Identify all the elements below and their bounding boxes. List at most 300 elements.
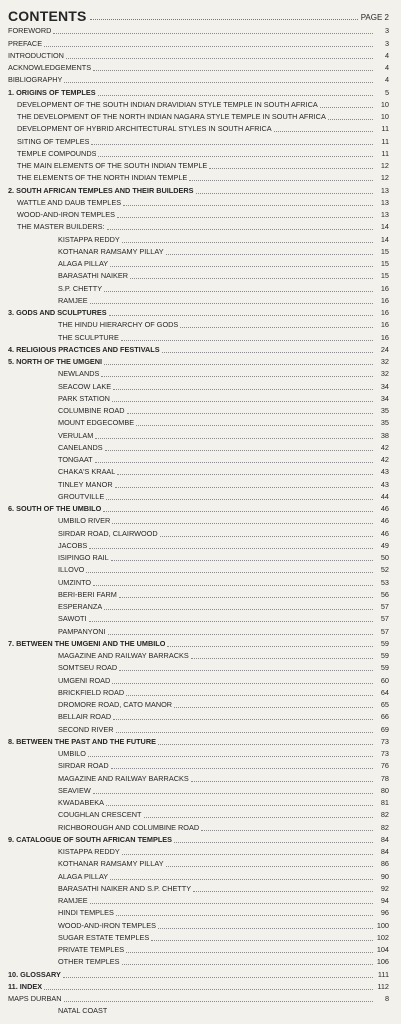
leader-dots	[122, 242, 373, 243]
toc-page-number: 84	[380, 834, 389, 844]
leader-dots	[93, 70, 373, 71]
toc-row	[8, 135, 389, 147]
toc-entry-title: SECOND RIVER	[58, 724, 114, 734]
toc-page-number: 53	[380, 577, 389, 587]
leader-dots	[103, 511, 373, 512]
toc-entry-title: KISTAPPA REDDY	[58, 847, 120, 856]
leader-dots	[113, 389, 373, 390]
toc-row	[8, 368, 389, 380]
toc-entry-title: ALAGA PILLAY	[58, 871, 109, 881]
leader-dots	[122, 854, 373, 855]
leader-dots	[104, 609, 373, 610]
toc-entry-title: ISIPINGO RAIL	[58, 553, 109, 562]
leader-dots	[93, 585, 373, 586]
leader-dots	[130, 278, 373, 279]
toc-row	[8, 625, 389, 637]
toc-page-number: 49	[380, 540, 389, 550]
toc-section-row	[8, 981, 389, 993]
leader-dots	[201, 830, 373, 831]
toc-row	[8, 760, 389, 772]
leader-dots	[328, 119, 373, 120]
leader-dots	[111, 768, 373, 769]
toc-entry-title: 1. ORIGINS OF TEMPLES	[8, 87, 96, 97]
leader-dots	[110, 879, 373, 880]
toc-row	[8, 74, 389, 86]
toc-page-number: 46	[380, 516, 389, 526]
leader-dots	[91, 144, 373, 145]
toc-row	[8, 785, 389, 797]
toc-page-number: 4	[384, 75, 389, 85]
leader-dots	[115, 487, 373, 488]
toc-entry-title: WOOD-AND-IRON TEMPLES	[58, 920, 156, 930]
toc-row	[8, 123, 389, 135]
toc-page-number: 16	[380, 308, 389, 317]
toc-page-number: 46	[380, 528, 389, 538]
toc-entry-title: PRIVATE TEMPLES	[58, 945, 125, 954]
toc-entry-title: NEWLANDS	[58, 369, 100, 379]
toc-page-number: 46	[380, 504, 389, 513]
toc-entry-title: SITING OF TEMPLES	[17, 136, 90, 146]
toc-entry-title: BELLAIR ROAD	[58, 712, 112, 722]
toc-entry-title: 4. RELIGIOUS PRACTICES AND FESTIVALS	[8, 344, 160, 354]
toc-page-number: 69	[380, 724, 389, 734]
toc-page-number: 12	[380, 161, 389, 170]
leader-dots	[104, 291, 373, 292]
leader-dots	[274, 131, 373, 132]
toc-row	[8, 148, 389, 160]
toc-row	[8, 809, 389, 821]
toc-entry-title: SIRDAR ROAD	[58, 761, 109, 771]
toc-page-number: 15	[380, 259, 389, 268]
toc-page-number: 42	[380, 442, 389, 452]
toc-row	[8, 282, 389, 294]
toc-page-number: 3	[384, 38, 389, 48]
toc-page-number: 16	[380, 332, 389, 342]
toc-page-number: 57	[380, 614, 389, 624]
leader-dots	[108, 634, 373, 635]
toc-row	[8, 319, 389, 331]
leader-dots	[106, 805, 373, 806]
leader-dots	[107, 229, 373, 230]
leader-dots	[44, 989, 373, 990]
toc-row	[8, 907, 389, 919]
leader-dots	[119, 597, 373, 598]
toc-page-number: 56	[380, 589, 389, 599]
toc-entry-title: THE SCULPTURE	[58, 332, 119, 342]
toc-page-number: 35	[380, 406, 389, 415]
toc-page-number: 43	[380, 479, 389, 489]
leader-dots	[166, 866, 373, 867]
toc-row	[8, 613, 389, 625]
toc-entry-title: COLUMBINE ROAD	[58, 406, 125, 415]
toc-page-number: 32	[380, 357, 389, 366]
toc-page-number: 94	[380, 896, 389, 905]
toc-row	[8, 797, 389, 809]
toc-row	[8, 209, 389, 221]
toc-page-number: 59	[380, 638, 389, 648]
toc-row	[8, 601, 389, 613]
toc-entry-title: THE MASTER BUILDERS:	[17, 222, 105, 232]
toc-page-number: 111	[377, 969, 389, 979]
toc-page-number: 38	[380, 430, 389, 440]
toc-row	[8, 50, 389, 62]
toc-row	[8, 723, 389, 735]
leader-dots	[196, 193, 373, 194]
leader-dots	[88, 756, 373, 757]
toc-entry-title: SUGAR ESTATE TEMPLES	[58, 932, 150, 942]
toc-row	[8, 405, 389, 417]
toc-row	[8, 1005, 389, 1017]
toc-section-row	[8, 503, 389, 515]
toc-row	[8, 772, 389, 784]
toc-page-number: 96	[380, 908, 389, 918]
toc-entry-title: NATAL COAST	[58, 1006, 108, 1016]
toc-page-number: 66	[380, 712, 389, 722]
leader-dots	[63, 977, 373, 978]
toc-entry-title: SEAVIEW	[58, 785, 91, 795]
toc-row	[8, 221, 389, 233]
toc-entry-title: BERI-BERI FARM	[58, 589, 117, 599]
toc-entry-title: 10. GLOSSARY	[8, 969, 61, 979]
toc-page-number: 102	[376, 932, 389, 942]
toc-row	[8, 540, 389, 552]
leader-dots	[174, 707, 373, 708]
toc-entry-title: WATTLE AND DAUB TEMPLES	[17, 197, 122, 207]
toc-page-number: 64	[380, 687, 389, 697]
leader-dots	[95, 462, 373, 463]
toc-page-number: 13	[380, 210, 389, 219]
leader-dots	[136, 425, 373, 426]
toc-page-number: 14	[380, 234, 389, 244]
toc-entry-title: JACOBS	[58, 540, 88, 550]
toc-section-row	[8, 86, 389, 98]
toc-page-number: 50	[380, 553, 389, 562]
toc-entry-title: THE MAIN ELEMENTS OF THE SOUTH INDIAN TEMPLE	[17, 161, 208, 170]
page-title: CONTENTS	[8, 8, 87, 24]
toc-entry-title: KOTHANAR RAMSAMY PILLAY	[58, 859, 164, 869]
leader-dots	[66, 58, 373, 59]
toc-entry-title: KISTAPPA REDDY	[58, 234, 120, 244]
leader-dots	[98, 95, 373, 96]
leader-dots	[53, 33, 373, 34]
toc-page-number: 106	[376, 957, 389, 967]
toc-row	[8, 748, 389, 760]
toc-entry-title: THE HINDU HIERARCHY OF GODS	[58, 320, 179, 330]
toc-page-number: 11	[381, 124, 389, 134]
toc-entry-title: S.P. CHETTY	[58, 283, 103, 293]
leader-dots	[191, 781, 373, 782]
toc-row	[8, 932, 389, 944]
leader-dots	[158, 928, 373, 929]
leader-dots	[110, 266, 373, 267]
toc-page-number: 86	[380, 859, 389, 869]
toc-row	[8, 589, 389, 601]
leader-dots	[119, 670, 373, 671]
toc-row	[8, 687, 389, 699]
toc-entry-title: PARK STATION	[58, 393, 110, 403]
leader-dots	[93, 793, 373, 794]
toc-page-number: 81	[380, 798, 389, 807]
toc-row	[8, 491, 389, 503]
toc-page-number: 5	[384, 87, 389, 97]
toc-page-number: 24	[380, 344, 389, 354]
toc-entry-title: CANELANDS	[58, 442, 103, 452]
toc-page-number: 73	[380, 736, 389, 746]
leader-dots	[112, 683, 373, 684]
toc-entry-title: PAMPANYONI	[58, 626, 106, 636]
toc-page-number: 65	[380, 700, 389, 709]
toc-page-number: 57	[380, 626, 389, 636]
toc-row	[8, 172, 389, 184]
leader-dots	[98, 156, 373, 157]
contents-header	[8, 4, 389, 24]
toc-page-number: 43	[380, 467, 389, 477]
toc-page-number: 60	[380, 675, 389, 685]
leader-dots	[122, 964, 374, 965]
leader-dots	[90, 903, 373, 904]
toc-entry-title: THE ELEMENTS OF THE NORTH INDIAN TEMPLE	[17, 173, 188, 183]
toc-page-number: 16	[380, 283, 389, 293]
toc-entry-title: OTHER TEMPLES	[58, 957, 120, 967]
toc-entry-title: INTRODUCTION	[8, 50, 64, 60]
leader-dots	[89, 621, 373, 622]
toc-entry-title: UMBILO RIVER	[58, 516, 111, 526]
leader-dots	[191, 658, 373, 659]
leader-dots	[117, 217, 373, 218]
toc-entry-title: TONGAAT	[58, 455, 93, 464]
toc-page-number: 16	[380, 295, 389, 305]
leader-dots	[117, 474, 373, 475]
toc-page-number: 80	[380, 785, 389, 795]
toc-page-number: 92	[380, 883, 389, 893]
toc-page-number: 34	[380, 381, 389, 391]
toc-entry-title: FOREWORD	[8, 26, 52, 36]
toc-entry-title: BRICKFIELD ROAD	[58, 687, 125, 697]
toc-row	[8, 233, 389, 245]
toc-entry-title: 9. CATALOGUE OF SOUTH AFRICAN TEMPLES	[8, 834, 173, 844]
toc-page-number: 42	[380, 455, 389, 464]
toc-entry-title: KWADABEKA	[58, 798, 104, 807]
toc-page-number: 59	[380, 651, 389, 660]
leader-dots	[113, 719, 373, 720]
toc-row	[8, 858, 389, 870]
leader-dots	[126, 695, 373, 696]
toc-row	[8, 331, 389, 343]
toc-row	[8, 478, 389, 490]
toc-row	[8, 699, 389, 711]
toc-row	[8, 466, 389, 478]
toc-entry-title: ALAGA PILLAY	[58, 259, 109, 268]
toc-section-row	[8, 356, 389, 368]
leader-dots	[89, 548, 373, 549]
toc-section-row	[8, 184, 389, 196]
toc-row	[8, 821, 389, 833]
toc-section-row	[8, 834, 389, 846]
toc-page-number: 76	[380, 761, 389, 771]
toc-entry-title: UMBILO	[58, 749, 86, 758]
toc-row	[8, 576, 389, 588]
leader-dots	[104, 364, 373, 365]
toc-entry-title: UMZINTO	[58, 577, 92, 587]
leader-dots	[90, 303, 373, 304]
toc-page-number: 73	[380, 749, 389, 758]
toc-page-number: 11	[381, 148, 389, 158]
toc-entry-title: RAMJEE	[58, 295, 88, 305]
toc-row	[8, 674, 389, 686]
toc-row	[8, 37, 389, 49]
toc-entry-title: SIRDAR ROAD, CLAIRWOOD	[58, 528, 158, 538]
toc-entry-title: RICHBOROUGH AND COLUMBINE ROAD	[58, 822, 200, 832]
toc-entry-title: SEACOW LAKE	[58, 381, 112, 391]
toc-entry-title: ESPERANZA	[58, 602, 103, 611]
toc-row	[8, 454, 389, 466]
toc-row	[8, 564, 389, 576]
leader-dots	[116, 732, 373, 733]
toc-entry-title: ACKNOWLEDGEMENTS	[8, 63, 92, 72]
toc-row	[8, 662, 389, 674]
leader-dots	[193, 891, 373, 892]
toc-page-number: 4	[384, 50, 389, 60]
toc-entry-title: ILLOVO	[58, 565, 85, 575]
toc-row	[8, 711, 389, 723]
leader-dots	[320, 107, 373, 108]
toc-row	[8, 429, 389, 441]
toc-row	[8, 258, 389, 270]
toc-entry-title: TEMPLE COMPOUNDS	[17, 148, 97, 158]
leader-dots	[101, 376, 373, 377]
toc-row	[8, 527, 389, 539]
leader-dots	[174, 842, 373, 843]
leader-dots	[209, 168, 373, 169]
toc-entry-title: MOUNT EDGECOMBE	[58, 418, 135, 428]
leader-dots	[112, 523, 373, 524]
toc-page-number: 112	[377, 981, 389, 991]
toc-list	[8, 25, 389, 1017]
leader-dots	[44, 46, 373, 47]
leader-dots	[86, 572, 373, 573]
toc-entry-title: KOTHANAR RAMSAMY PILLAY	[58, 246, 164, 256]
leader-dots	[112, 401, 373, 402]
toc-row	[8, 895, 389, 907]
toc-row	[8, 270, 389, 282]
toc-entry-title: DEVELOPMENT OF THE SOUTH INDIAN DRAVIDIAN STYLE TEMPLE IN SOUTH AFRICA	[17, 99, 318, 109]
leader-dots	[95, 438, 373, 439]
toc-entry-title: WOOD-AND-IRON TEMPLES	[17, 210, 115, 219]
toc-row	[8, 870, 389, 882]
toc-page-number: 90	[380, 871, 389, 881]
toc-entry-title: CHAKA'S KRAAL	[58, 467, 116, 477]
toc-row	[8, 62, 389, 74]
leader-dots	[144, 817, 373, 818]
toc-page-number: 59	[380, 663, 389, 673]
toc-entry-title: DROMORE ROAD, CATO MANOR	[58, 700, 173, 709]
leader-dots	[158, 744, 373, 745]
leader-dots	[160, 536, 373, 537]
toc-entry-title: 11. INDEX	[8, 981, 43, 991]
leader-dots	[127, 413, 374, 414]
toc-entry-title: 8. BETWEEN THE PAST AND THE FUTURE	[8, 736, 156, 746]
toc-page-number: 16	[380, 320, 389, 330]
toc-row	[8, 99, 389, 111]
toc-entry-title: 3. GODS AND SCULPTURES	[8, 308, 107, 317]
page-label: PAGE 2	[360, 13, 389, 22]
toc-page-number: 100	[376, 920, 389, 930]
leader-dots	[126, 952, 373, 953]
toc-row	[8, 846, 389, 858]
toc-page-number: 32	[380, 369, 389, 379]
toc-section-row	[8, 968, 389, 980]
toc-section-row	[8, 638, 389, 650]
toc-page-number: 52	[380, 565, 389, 575]
toc-page-number: 84	[380, 847, 389, 856]
toc-entry-title: COUGHLAN CRESCENT	[58, 810, 142, 820]
toc-entry-title: MAPS DURBAN	[8, 994, 62, 1003]
toc-page-number: 15	[380, 246, 389, 256]
toc-page-number: 78	[380, 773, 389, 783]
toc-page-number: 13	[380, 185, 389, 195]
toc-row	[8, 25, 389, 37]
toc-row	[8, 111, 389, 123]
toc-entry-title: BIBLIOGRAPHY	[8, 75, 63, 85]
toc-section-row	[8, 307, 389, 319]
toc-page-number: 14	[380, 222, 389, 232]
toc-page-number: 13	[380, 197, 389, 207]
toc-row	[8, 246, 389, 258]
toc-page-number: 57	[380, 602, 389, 611]
toc-entry-title: UMGENI ROAD	[58, 675, 111, 685]
toc-row	[8, 919, 389, 931]
leader-dots	[105, 450, 373, 451]
toc-row	[8, 442, 389, 454]
toc-row	[8, 956, 389, 968]
toc-entry-title: 7. BETWEEN THE UMGENI AND THE UMBILO	[8, 638, 166, 648]
toc-entry-title: BARASATHI NAIKER	[58, 271, 129, 281]
toc-entry-title: HINDI TEMPLES	[58, 908, 114, 918]
toc-entry-title: RAMJEE	[58, 896, 88, 905]
leader-dots	[106, 499, 373, 500]
toc-row	[8, 393, 389, 405]
toc-row	[8, 883, 389, 895]
leader-dots	[90, 19, 358, 20]
toc-entry-title: 6. SOUTH OF THE UMBILO	[8, 504, 102, 513]
toc-section-row	[8, 344, 389, 356]
toc-row	[8, 295, 389, 307]
toc-entry-title: 5. NORTH OF THE UMGENI	[8, 357, 103, 366]
toc-page-number: 44	[380, 491, 389, 501]
toc-row	[8, 650, 389, 662]
toc-section-row	[8, 736, 389, 748]
toc-row	[8, 160, 389, 172]
toc-page-number: 82	[380, 810, 389, 820]
toc-page-number: 8	[384, 994, 389, 1003]
toc-row	[8, 552, 389, 564]
leader-dots	[167, 646, 373, 647]
toc-entry-title: BARASATHI NAIKER AND S.P. CHETTY	[58, 883, 192, 893]
toc-row	[8, 944, 389, 956]
toc-entry-title: DEVELOPMENT OF HYBRID ARCHITECTURAL STYLES IN SOUTH AFRICA	[17, 124, 272, 134]
leader-dots	[180, 327, 373, 328]
toc-page-number: 10	[380, 112, 389, 121]
leader-dots	[123, 205, 373, 206]
leader-dots	[121, 340, 373, 341]
toc-page-number: 11	[381, 136, 389, 146]
leader-dots	[162, 352, 373, 353]
toc-page-number: 34	[380, 393, 389, 403]
toc-page-number: 3	[384, 26, 389, 36]
toc-page-number: 82	[380, 822, 389, 832]
toc-entry-title: SAWOTI	[58, 614, 87, 624]
toc-page-number: 35	[380, 418, 389, 428]
